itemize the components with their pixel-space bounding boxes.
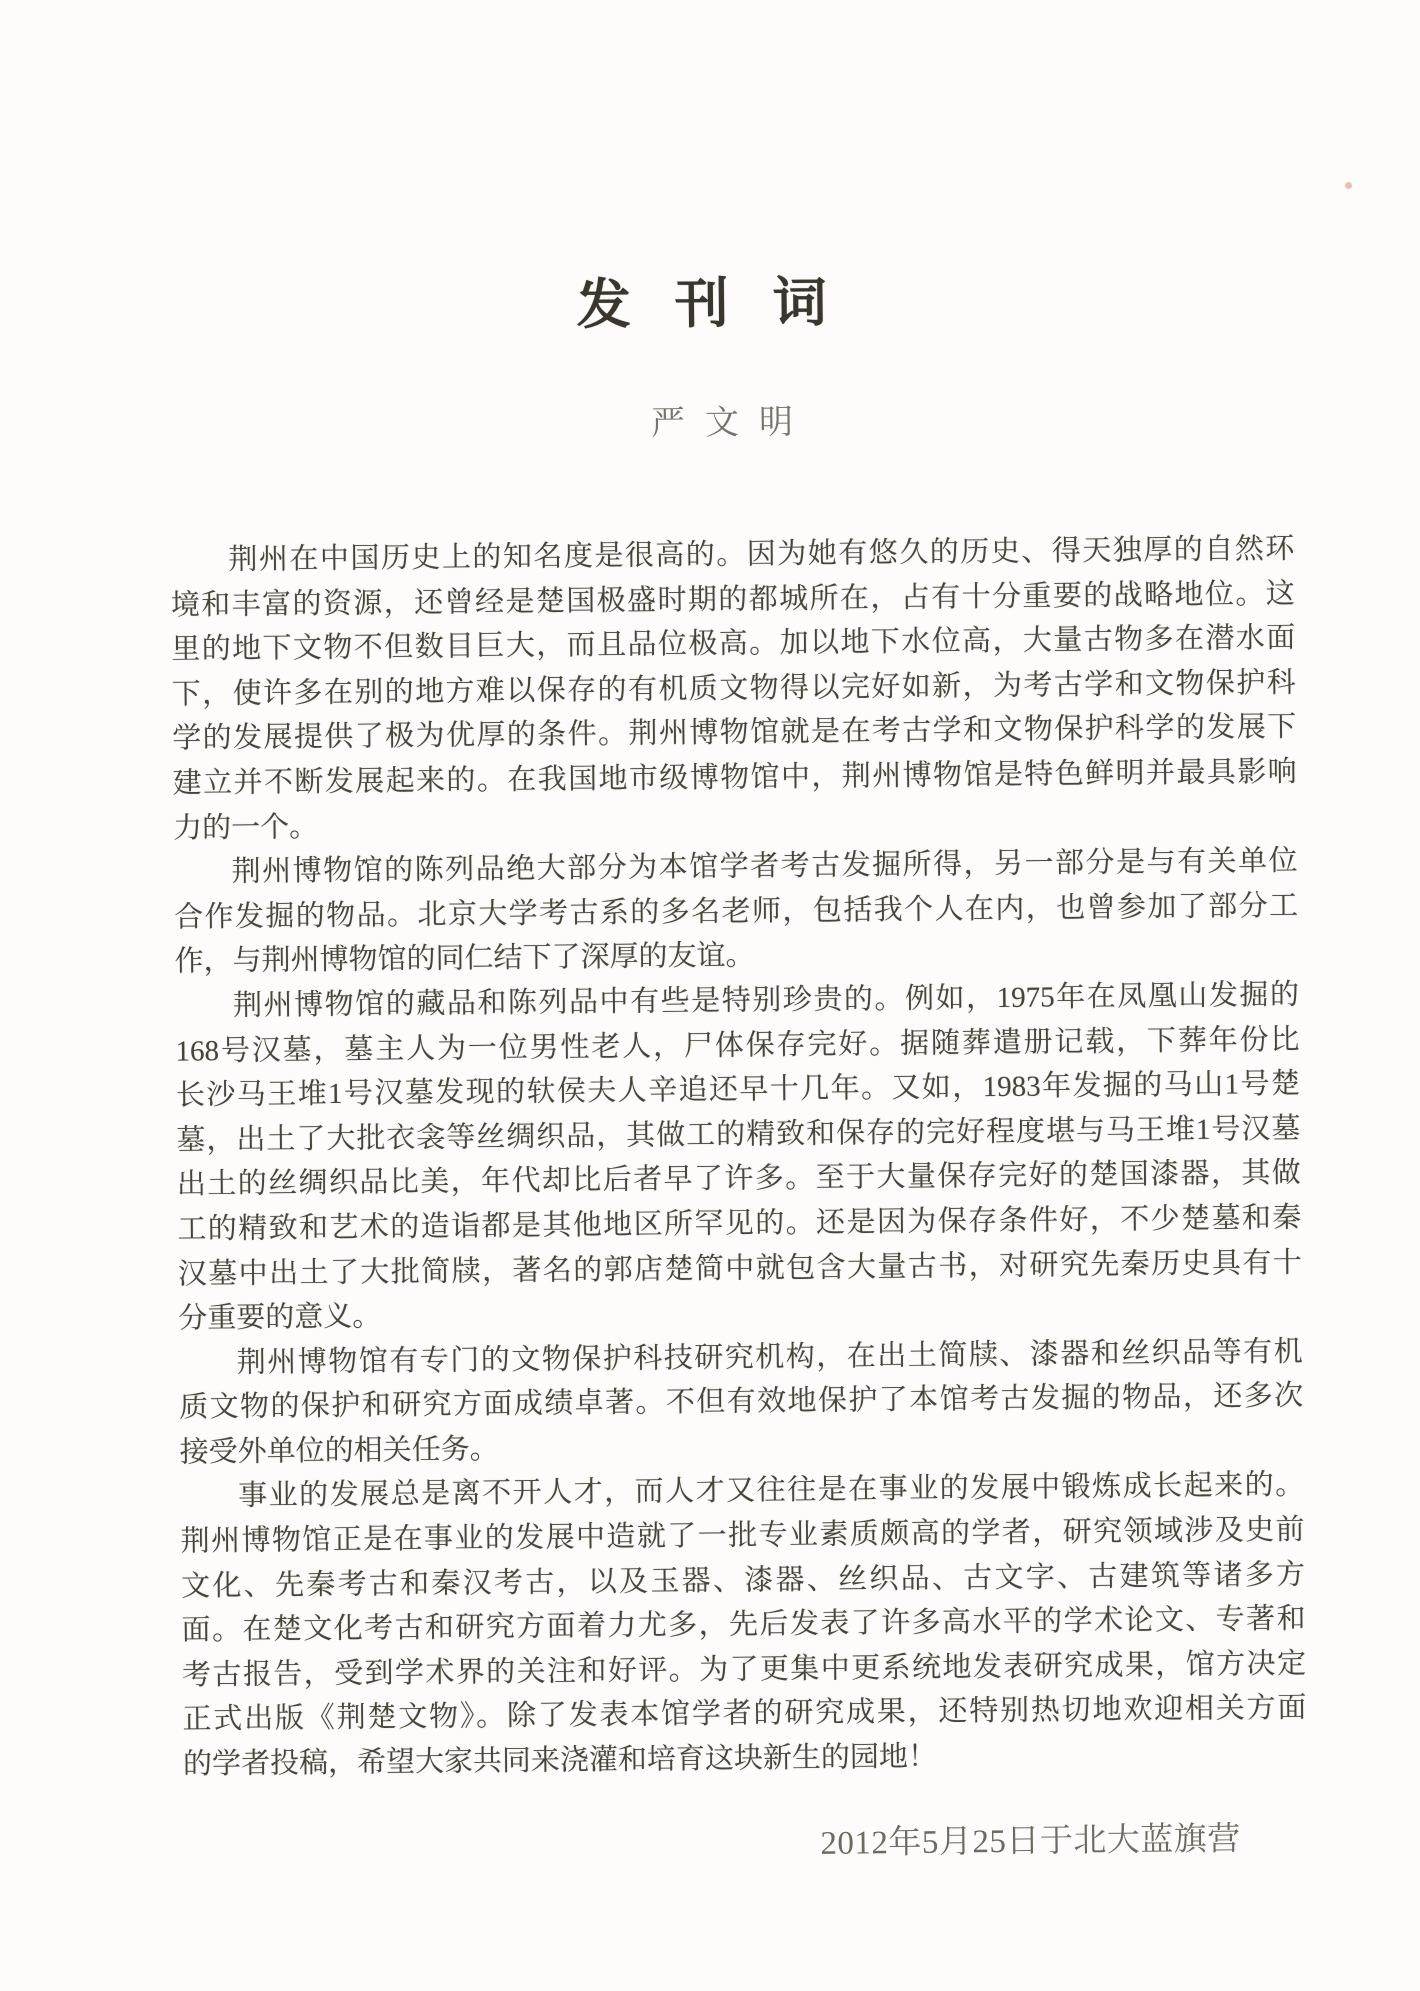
text-line: 汉墓中出土了大批简牍，著名的郭店楚简中就包含大量古书，对研究先秦历史具有十: [177, 1246, 1302, 1291]
text-line: 工的精致和艺术的造诣都是其他地区所罕见的。还是因为保存条件好，不少楚墓和秦: [177, 1201, 1302, 1246]
text-line: 荆州在中国历史上的知名度是很高的。因为她有悠久的历史、得天独厚的自然环: [228, 532, 1295, 577]
text-line: 力的一个。: [173, 810, 319, 845]
text-line: 面。在楚文化考古和研究方面着力尤多，先后发表了许多高水平的学术论文、专著和: [181, 1603, 1306, 1647]
body-text: [170, 527, 1307, 1787]
text-line: 合作发掘的物品。北京大学考古系的多名老师，包括我个人在内，也曾参加了部分工: [173, 889, 1299, 934]
author-name: 严文明: [650, 403, 814, 443]
text-line: 境和丰富的资源，还曾经是楚国极盛时期的都城所在，占有十分重要的战略地位。这: [170, 577, 1295, 622]
page-title: 发刊词: [576, 272, 872, 336]
text-line: 分重要的意义。: [178, 1300, 382, 1335]
text-line: 荆州博物馆的藏品和陈列品中有些是特别珍贵的。例如，1975年在凤凰山发掘的: [232, 978, 1300, 1022]
text-line: 事业的发展总是离不开人才，而人才又往往是在事业的发展中锻炼成长起来的。: [238, 1469, 1305, 1513]
text-line: 长沙马王堆1号汉墓发现的轪侯夫人辛追还早十几年。又如，1983年发掘的马山1号楚: [175, 1067, 1301, 1112]
text-line: 墓，出土了大批衣衾等丝绸织品，其做工的精致和保存的完好程度堪与马王堆1号汉墓: [176, 1112, 1301, 1157]
text-line: 接受外单位的相关任务。: [179, 1433, 499, 1469]
ink-speck: [1345, 182, 1352, 189]
text-line: 168号汉墓，墓主人为一位男性老人，尸体保存完好。据随葬遣册记载，下葬年份比: [175, 1023, 1300, 1068]
text-line: 建立并不断发展起来的。在我国地市级博物馆中，荆州博物馆是特色鲜明并最具影响: [172, 755, 1297, 800]
text-line: 质文物的保护和研究方面成绩卓著。不但有效地保护了本馆考古发掘的物品，还多次: [179, 1380, 1304, 1424]
text-line: 的学者投稿，希望大家共同来浇灌和培育这块新生的园地！: [182, 1740, 938, 1781]
text-line: 荆州博物馆有专门的文物保护科技研究机构，在出土简牍、漆器和丝织品等有机: [236, 1335, 1303, 1379]
date-line: 2012年5月25日于北大蓝旗营: [820, 1821, 1242, 1862]
text-line: 下，使许多在别的地方难以保存的有机质文物得以完好如新，为考古学和文物保护科: [171, 666, 1296, 711]
text-line: 里的地下文物不但数目巨大，而且品位极高。加以地下水位高，大量古物多在潜水面: [171, 622, 1296, 666]
text-line: 作，与荆州博物馆的同仁结下了深厚的友谊。: [174, 939, 755, 978]
text-line: 学的发展提供了极为优厚的条件。荆州博物馆就是在考古学和文物保护科学的发展下: [172, 711, 1297, 755]
text-line: 正式出版《荆楚文物》。除了发表本馆学者的研究成果，还特别热切地欢迎相关方面: [182, 1692, 1307, 1736]
text-line: 出土的丝绸织品比美，年代却比后者早了许多。至于大量保存完好的楚国漆器，其做: [176, 1157, 1302, 1201]
text-line: 文化、先秦考古和秦汉考古，以及玉器、漆器、丝织品、古文字、古建筑等诸多方: [180, 1558, 1306, 1603]
text-line: 考古报告，受到学术界的关注和好评。为了更集中更系统地发表研究成果，馆方决定: [181, 1647, 1307, 1692]
text-line: 荆州博物馆正是在事业的发展中造就了一批专业素质颇高的学者，研究领域涉及史前: [180, 1513, 1305, 1558]
text-line: 荆州博物馆的陈列品绝大部分为本馆学者考古发掘所得，另一部分是与有关单位: [231, 844, 1298, 889]
